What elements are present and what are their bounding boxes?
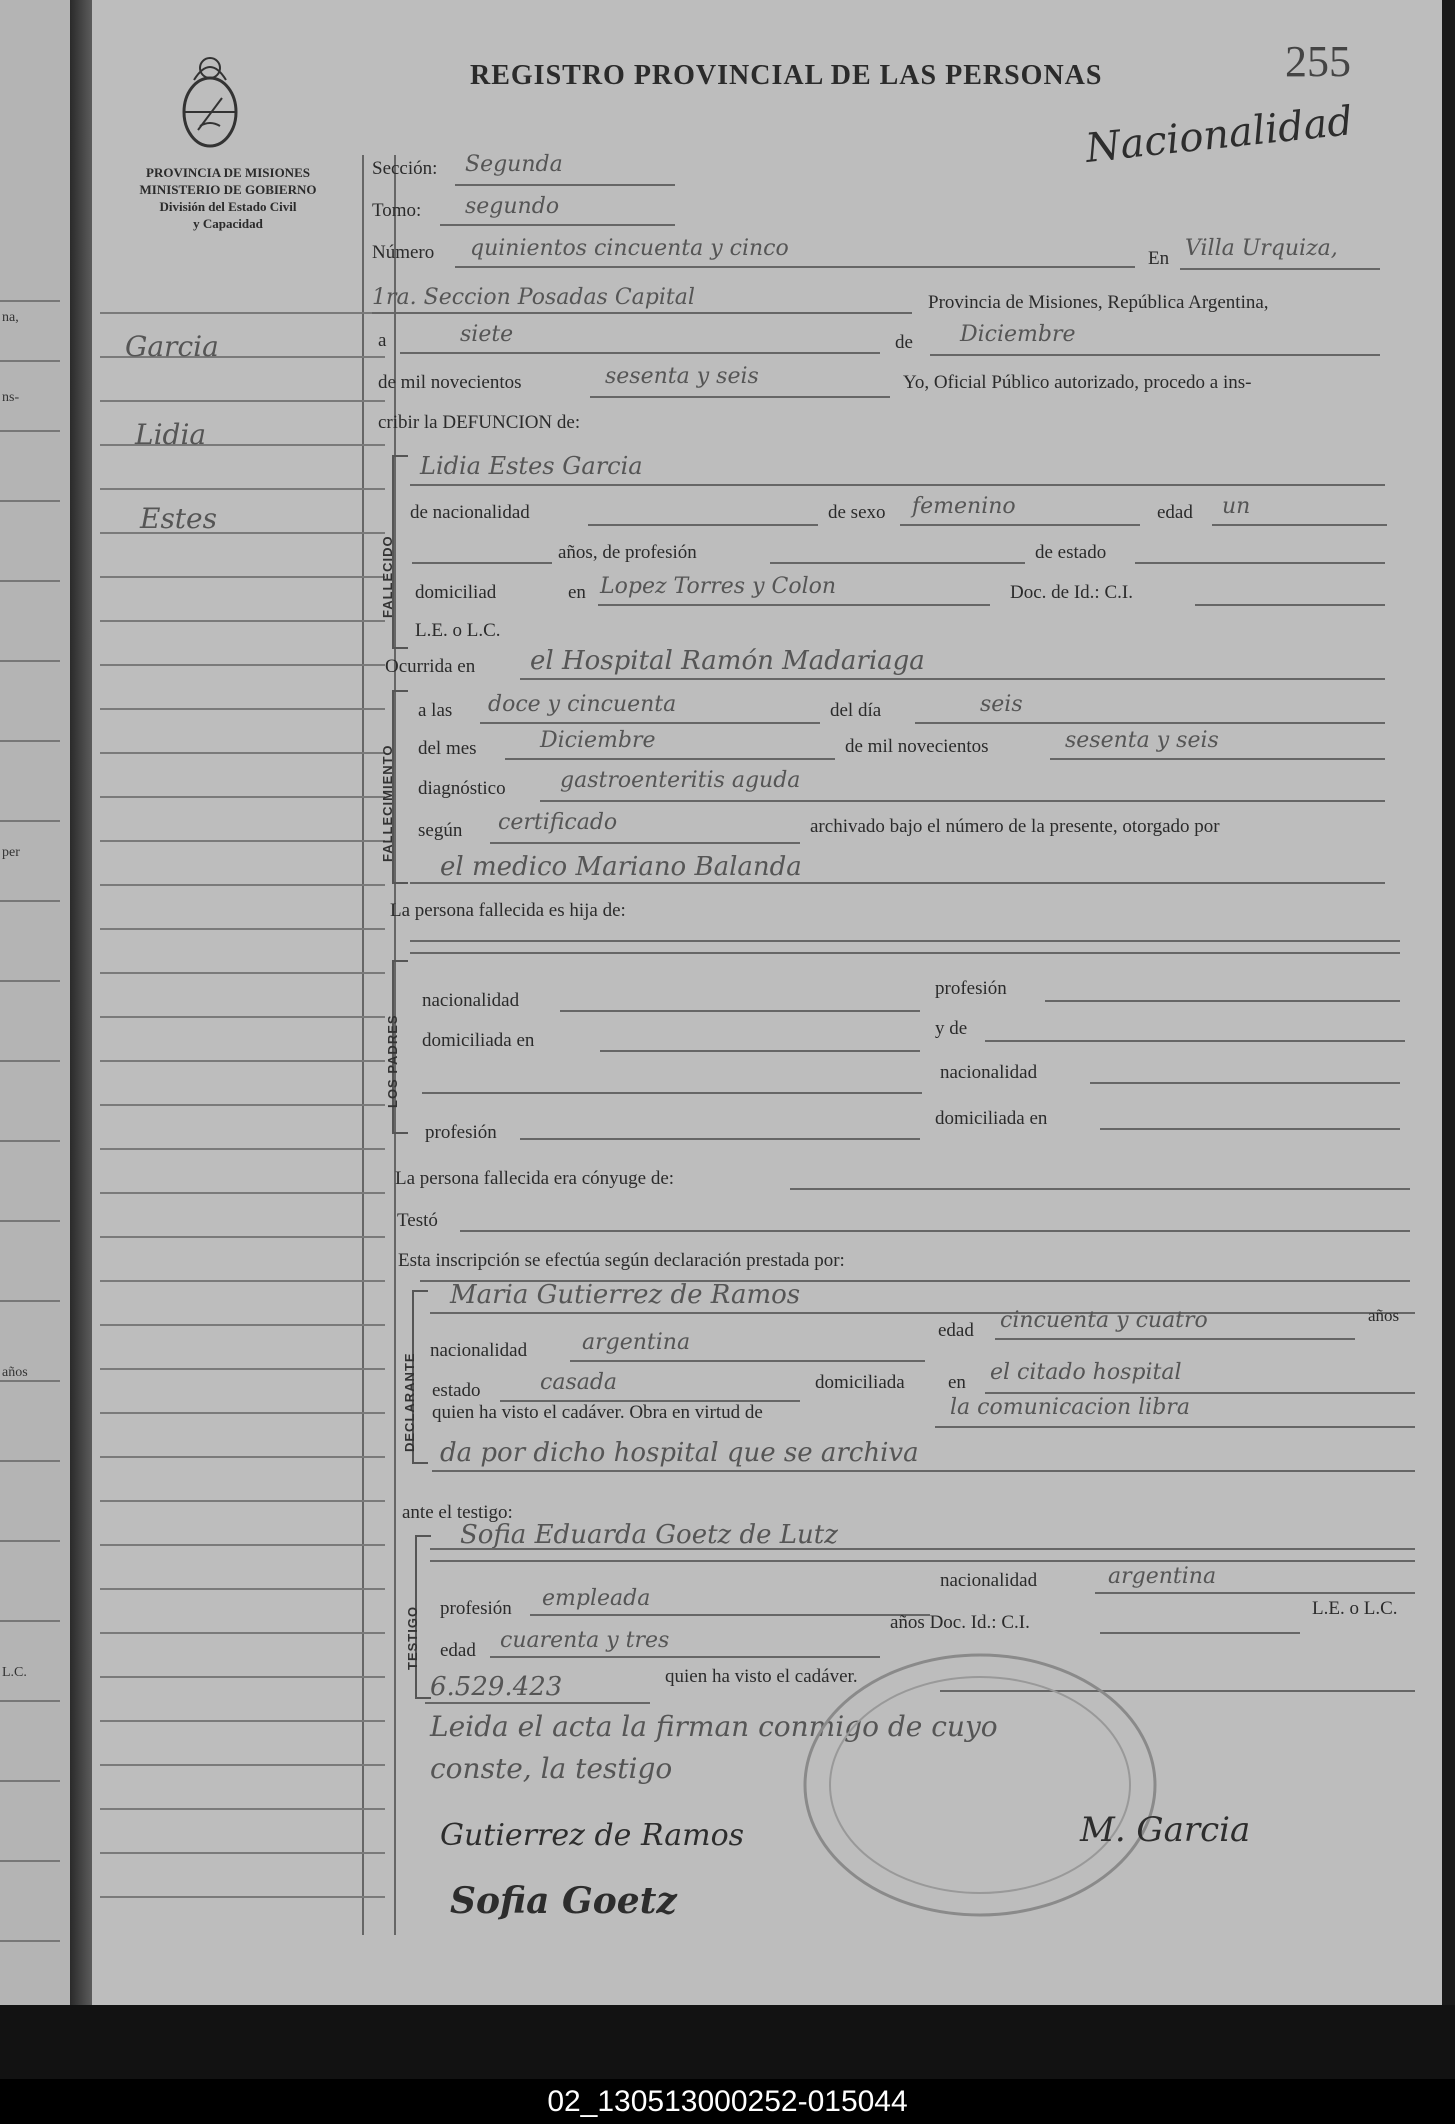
nacionalidad-label: de nacionalidad <box>410 502 530 523</box>
oficial-text: Yo, Oficial Público autorizado, procedo a ins- <box>903 372 1252 393</box>
padres-intro: La persona fallecida es hija de: <box>390 900 626 921</box>
domicilio-en: en <box>568 582 586 603</box>
en-value-line2: 1ra. Seccion Posadas Capital <box>372 285 695 310</box>
header-line: División del Estado Civil <box>159 199 297 214</box>
left-page-fragment: na, <box>2 310 19 325</box>
padre-nacionalidad-label: nacionalidad <box>422 990 520 1011</box>
testigo-le-label: L.E. o L.C. <box>1312 1598 1398 1619</box>
margin-name: Lidia <box>135 418 207 451</box>
declarante-obra-value: la comunicacion libra <box>950 1395 1190 1420</box>
diagnostico-label: diagnóstico <box>418 778 506 799</box>
a-label: a <box>378 330 387 351</box>
seccion-value: Segunda <box>465 152 563 177</box>
declarante-domiciliada-label: domiciliada <box>815 1372 905 1393</box>
fallecido-section-label: FALLECIDO <box>380 535 395 618</box>
segun-label: según <box>418 820 463 841</box>
testigo-nacionalidad-label: nacionalidad <box>940 1570 1038 1591</box>
image-caption: 02_130513000252-015044 <box>0 2079 1455 2124</box>
fallecimiento-section-label: FALLECIMIENTO <box>380 744 395 862</box>
fallecido-name: Lidia Estes Garcia <box>420 452 643 480</box>
testigo-intro: ante el testigo: <box>402 1502 513 1523</box>
y-de-label: y de <box>935 1018 968 1039</box>
margin-surname: Garcia <box>125 330 219 363</box>
top-annotation: Nacionalidad <box>1083 98 1356 172</box>
provincia-text: Provincia de Misiones, República Argentina, <box>928 292 1269 313</box>
declarante-edad-label: edad <box>938 1320 974 1341</box>
testigo-name: Sofia Eduarda Goetz de Lutz <box>460 1520 838 1550</box>
declarante-anios-label: años <box>1368 1306 1400 1325</box>
testigo-section-label: TESTIGO <box>405 1605 420 1670</box>
anios-profesion-label: años, de profesión <box>558 542 697 563</box>
testigo-edad-label: edad <box>440 1640 476 1661</box>
left-page-fragment: L.C. <box>2 1665 27 1680</box>
medico-value: el medico Mariano Balanda <box>440 852 802 882</box>
ministry-header <box>108 164 348 232</box>
leido-text: Leida el acta la firman conmigo de cuyo <box>430 1710 998 1743</box>
left-page-fragment: años <box>2 1365 28 1380</box>
numero-label: Número <box>372 242 435 263</box>
declarante-domiciliada-value: el citado hospital <box>990 1360 1182 1385</box>
sexo-value: femenino <box>912 494 1016 519</box>
segun-value: certificado <box>498 810 618 835</box>
a-las-value: doce y cincuenta <box>488 692 677 717</box>
testigo-cadaver-text: quien ha visto el cadáver. <box>665 1666 858 1687</box>
header-line: y Capacidad <box>193 216 263 231</box>
declarante-name: Maria Gutierrez de Ramos <box>450 1280 801 1310</box>
del-dia-label: del día <box>830 700 882 721</box>
fallecimiento-mil-value: sesenta y seis <box>1065 728 1219 753</box>
padre-domiciliada-label: domiciliada en <box>422 1030 535 1051</box>
header-line: PROVINCIA DE MISIONES <box>146 165 310 180</box>
numero-value: quinientos cincuenta y cinco <box>470 236 789 261</box>
fallecimiento-mil-label: de mil novecientos <box>845 736 989 757</box>
declarante-estado-value: casada <box>540 1370 618 1395</box>
del-mes-label: del mes <box>418 738 477 759</box>
del-dia-value: seis <box>980 692 1023 717</box>
padre-profesion-label: profesión <box>935 978 1007 999</box>
sexo-label: de sexo <box>828 502 886 523</box>
cribir-text: cribir la DEFUNCION de: <box>378 412 581 433</box>
a-value: siete <box>460 322 514 347</box>
testigo-doc-value: 6.529.423 <box>430 1672 563 1702</box>
del-mes-value: Diciembre <box>540 728 656 753</box>
estado-label: de estado <box>1035 542 1107 563</box>
edad-label: edad <box>1157 502 1193 523</box>
ocurrida-value: el Hospital Ramón Madariaga <box>530 646 925 676</box>
leido-text-line2: conste, la testigo <box>430 1752 673 1785</box>
mil-label: de mil novecientos <box>378 372 522 393</box>
declarante-nacionalidad-label: nacionalidad <box>430 1340 528 1361</box>
declarante-domiciliada-en: en <box>948 1372 966 1393</box>
ocurrida-label: Ocurrida en <box>385 656 476 677</box>
page-number: 255 <box>1285 37 1351 86</box>
madre-profesion-label: profesión <box>425 1122 497 1143</box>
conyuge-label: La persona fallecida era cónyuge de: <box>395 1168 675 1189</box>
testigo-nacionalidad-value: argentina <box>1108 1564 1217 1589</box>
left-facing-page <box>0 0 70 2010</box>
domicilio-label: domiciliad <box>415 582 497 603</box>
declarante-signature: Gutierrez de Ramos <box>440 1818 745 1853</box>
declarante-estado-label: estado <box>432 1380 481 1401</box>
madre-domiciliada-label: domiciliada en <box>935 1108 1048 1129</box>
margin-column-divider <box>362 155 364 1935</box>
declarante-cadaver-text: quien ha visto el cadáver. Obra en virtud de <box>432 1402 763 1423</box>
official-seal-icon <box>800 1650 1160 1920</box>
header-line: MINISTERIO DE GOBIERNO <box>139 182 317 197</box>
declarante-nacionalidad-value: argentina <box>582 1330 691 1355</box>
en-label: En <box>1148 248 1170 269</box>
testo-label: Testó <box>397 1210 438 1231</box>
de-value: Diciembre <box>960 322 1076 347</box>
coat-of-arms-icon <box>178 50 242 154</box>
testigo-edad-value: cuarenta y tres <box>500 1628 670 1653</box>
madre-nacionalidad-label: nacionalidad <box>940 1062 1038 1083</box>
archivado-text: archivado bajo el número de la presente, otorgado por <box>810 816 1220 837</box>
declarante-edad-value: cincuenta y cuatro <box>1000 1308 1208 1333</box>
doc-label: Doc. de Id.: C.I. <box>1010 582 1133 603</box>
testigo-profesion-value: empleada <box>542 1586 651 1611</box>
seccion-label: Sección: <box>372 158 438 179</box>
en-value: Villa Urquiza, <box>1185 236 1338 261</box>
left-page-fragment: ns- <box>2 390 20 405</box>
a-las-label: a las <box>418 700 453 721</box>
oficial-signature: M. Garcia <box>1080 1810 1251 1850</box>
mil-value: sesenta y seis <box>605 364 759 389</box>
testigo-profesion-label: profesión <box>440 1598 512 1619</box>
de-label: de <box>895 332 913 353</box>
padres-section-label: LOS PADRES <box>385 1014 400 1108</box>
testigo-signature: Sofia Goetz <box>450 1880 677 1922</box>
edad-value: un <box>1222 494 1251 519</box>
declarante-intro: Esta inscripción se efectúa según declaración prestada por: <box>398 1250 845 1271</box>
left-page-fragment: per <box>2 845 20 860</box>
declarante-obra-value2: da por dicho hospital que se archiva <box>440 1438 919 1468</box>
testigo-anios-label: años Doc. Id.: C.I. <box>890 1612 1030 1633</box>
tomo-value: segundo <box>465 194 560 219</box>
declarante-section-label: DECLARANTE <box>402 1352 417 1452</box>
margin-name: Estes <box>140 502 217 535</box>
le-label: L.E. o L.C. <box>415 620 501 641</box>
scan-bottom-border <box>0 2005 1455 2079</box>
page-title: REGISTRO PROVINCIAL DE LAS PERSONAS <box>470 60 1103 91</box>
tomo-label: Tomo: <box>372 200 422 221</box>
diagnostico-value: gastroenteritis aguda <box>560 768 801 793</box>
domicilio-value: Lopez Torres y Colon <box>600 574 837 599</box>
